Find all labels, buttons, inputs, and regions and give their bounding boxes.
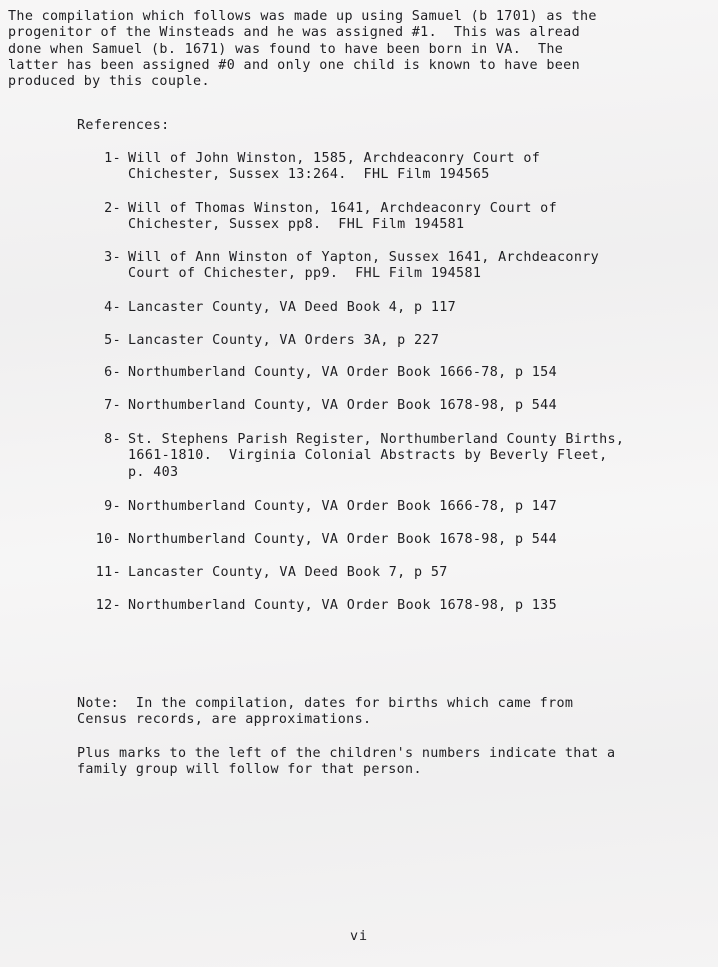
reference-text — [128, 532, 557, 548]
reference-text — [128, 565, 448, 581]
intro-paragraph — [8, 9, 597, 90]
reference-number: 5- — [104, 333, 121, 348]
reference-text — [128, 151, 540, 184]
reference-line: Lancaster County, VA Orders 3A, p 227 — [128, 333, 440, 348]
reference-number: 9- — [104, 499, 121, 514]
intro-line: done when Samuel (b. 1671) was found to have been born in VA. The — [8, 41, 564, 57]
reference-text — [128, 499, 557, 515]
reference-number: 10- — [95, 532, 121, 547]
reference-line: Will of Thomas Winston, 1641, Archdeaconry Court of — [128, 201, 558, 216]
note-paragraph — [77, 696, 573, 729]
reference-line: Chichester, Sussex 13:264. FHL Film 194565 — [128, 167, 490, 183]
note-line: Note: In the compilation, dates for births which came from — [77, 696, 574, 711]
reference-text — [128, 398, 557, 414]
reference-number: 7- — [104, 398, 121, 413]
reference-line: 1661-1810. Virginia Colonial Abstracts by Beverly Fleet, — [128, 448, 608, 464]
intro-line: progenitor of the Winsteads and he was assigned #1. This was alread — [8, 25, 581, 41]
reference-line: Will of Ann Winston of Yapton, Sussex 1641, Archdeaconry — [128, 250, 600, 265]
reference-number: 4- — [104, 300, 121, 315]
reference-number: 12- — [95, 598, 121, 613]
reference-text — [128, 432, 624, 481]
reference-number: 1- — [104, 151, 121, 166]
reference-number: 6- — [104, 365, 121, 380]
reference-text — [128, 250, 599, 283]
intro-line: produced by this couple. — [8, 74, 210, 90]
reference-line: Northumberland County, VA Order Book 1678-98, p 544 — [128, 532, 558, 547]
reference-line: Northumberland County, VA Order Book 1666-78, p 147 — [128, 499, 558, 514]
reference-number: 8- — [104, 432, 121, 447]
reference-line: Court of Chichester, pp9. FHL Film 194581 — [128, 266, 482, 282]
reference-number: 2- — [104, 201, 121, 216]
reference-text — [128, 201, 557, 234]
reference-line: St. Stephens Parish Register, Northumberland County Births, — [128, 432, 625, 447]
reference-line: Northumberland County, VA Order Book 1678-98, p 544 — [128, 398, 558, 413]
reference-line: Northumberland County, VA Order Book 1666-78, p 154 — [128, 365, 558, 380]
reference-line: Lancaster County, VA Deed Book 4, p 117 — [128, 300, 457, 315]
plus-marks-paragraph — [77, 746, 615, 779]
reference-line: Lancaster County, VA Deed Book 7, p 57 — [128, 565, 448, 580]
reference-text — [128, 333, 439, 349]
reference-text — [128, 365, 557, 381]
references-heading: References: — [77, 118, 170, 133]
reference-line: p. 403 — [128, 464, 179, 480]
note-line: Census records, are approximations. — [77, 712, 372, 728]
plus-marks-line: family group will follow for that person. — [77, 762, 422, 778]
reference-text — [128, 300, 456, 316]
reference-line: Will of John Winston, 1585, Archdeaconry Court of — [128, 151, 541, 166]
reference-text — [128, 598, 557, 614]
page-number: vi — [349, 929, 369, 944]
reference-number: 11- — [95, 565, 121, 580]
reference-line: Northumberland County, VA Order Book 1678-98, p 135 — [128, 598, 558, 613]
reference-number: 3- — [104, 250, 121, 265]
intro-line: latter has been assigned #0 and only one child is known to have been — [8, 57, 581, 73]
plus-marks-line: Plus marks to the left of the children's numbers indicate that a — [77, 746, 616, 761]
reference-line: Chichester, Sussex pp8. FHL Film 194581 — [128, 217, 465, 233]
intro-line: The compilation which follows was made up using Samuel (b 1701) as the — [8, 9, 597, 24]
